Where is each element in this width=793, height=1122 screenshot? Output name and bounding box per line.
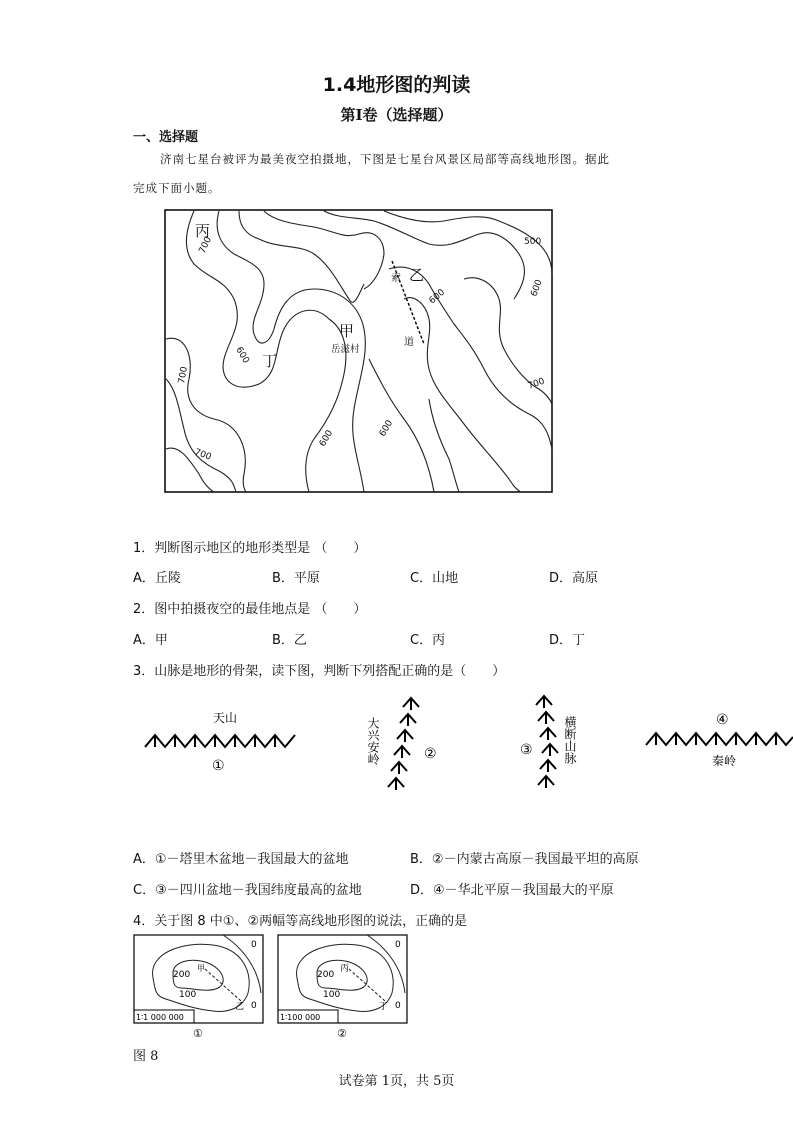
- q1-option-b[interactable]: B．平原: [272, 571, 320, 586]
- question-4-stem: 4．关于图 8 中①、②两幅等高线地形图的说法，正确的是: [133, 914, 468, 929]
- contour-label: 600: [233, 345, 251, 366]
- q1-option-d[interactable]: D．高原: [549, 571, 599, 586]
- page-title: 1.4地形图的判读: [322, 74, 471, 96]
- contour-label: 500: [524, 237, 542, 247]
- mountain-1-number: ①: [212, 758, 225, 774]
- fig8-2-point-bing: 丙: [340, 964, 350, 974]
- mountain-1-name: 天山: [213, 711, 238, 725]
- mountain-4-number: ④: [716, 712, 729, 728]
- q3-option-d[interactable]: D．④－华北平原－我国最大的平原: [410, 883, 614, 898]
- point-bing: 丙: [195, 222, 211, 240]
- figure-8-caption: 图 8: [133, 1049, 159, 1064]
- fig8-2-point-ding: 丁: [379, 1002, 389, 1012]
- contour-label: 700: [177, 365, 190, 385]
- q1-option-c[interactable]: C．山地: [410, 571, 459, 586]
- village-label: 岳滋村: [331, 344, 360, 355]
- mountain-figure: [140, 690, 793, 810]
- mountain-2-name: [366, 716, 380, 766]
- fig8-2-number: ②: [337, 1027, 347, 1040]
- fig8-1-contour-100: 100: [179, 990, 197, 1000]
- fig8-2-contour-100: 100: [323, 990, 341, 1000]
- mountain-qinling-symbol: [646, 733, 793, 745]
- contour-label: 700: [526, 376, 547, 392]
- mountain-daxinganling-symbol: [388, 698, 419, 790]
- point-jia: 甲: [339, 322, 355, 340]
- fig8-1-scale: 1∶1 000 000: [136, 1013, 184, 1022]
- q2-option-c[interactable]: C．丙: [410, 633, 446, 648]
- point-ding: 丁: [262, 352, 278, 370]
- contour-label: 600: [317, 428, 336, 449]
- contour-label: 700: [192, 447, 213, 463]
- q2-option-d[interactable]: D．丁: [549, 633, 586, 648]
- cableway-label-dao: 道: [404, 337, 414, 348]
- contour-label: 600: [529, 278, 545, 299]
- fig8-map-2: [278, 935, 407, 1023]
- page-subtitle: 第Ⅰ卷（选择题）: [340, 106, 453, 124]
- q2-option-a[interactable]: A．甲: [133, 633, 168, 648]
- mountain-hengduan-symbol: [536, 696, 558, 788]
- intro-text-line1: 济南七星台被评为最美夜空拍摄地，下图是七星台风景区局部等高线地形图。据此: [160, 152, 610, 166]
- point-yi: 乙: [409, 266, 425, 284]
- mountain-3-name: 横断山脉: [563, 716, 577, 764]
- fig8-2-contour-200: 200: [317, 970, 335, 980]
- cableway-label-suo: 索: [391, 273, 401, 284]
- contour-label: 600: [427, 287, 448, 307]
- q2-option-b[interactable]: B．乙: [272, 633, 307, 648]
- mountain-2-number: ②: [424, 746, 437, 762]
- q3-option-c[interactable]: C．③－四川盆地－我国纬度最高的盆地: [133, 883, 362, 898]
- q3-option-a[interactable]: A．①－塔里木盆地－我国最大的盆地: [133, 852, 349, 867]
- contour-map: [164, 209, 554, 494]
- figure-8: [133, 933, 413, 1043]
- fig8-1-contour-0a: 0: [251, 940, 257, 950]
- q1-option-a[interactable]: A．丘陵: [133, 571, 181, 586]
- fig8-map-1: [134, 935, 263, 1023]
- section-heading: 一、选择题: [133, 130, 199, 145]
- mountain-3-number: ③: [520, 742, 533, 758]
- mountain-tianshan-symbol: [145, 735, 295, 747]
- question-2-stem: 2．图中拍摄夜空的最佳地点是 （ ）: [133, 602, 367, 617]
- page-footer: 试卷第 1页，共 5页: [338, 1074, 455, 1089]
- contour-label: 700: [197, 235, 214, 256]
- question-1-stem: 1．判断图示地区的地形类型是 （ ）: [133, 541, 367, 556]
- question-3-stem: 3．山脉是地形的骨架，读下图，判断下列搭配正确的是（ ）: [133, 664, 506, 679]
- mountain-4-name: 秦岭: [712, 754, 737, 768]
- fig8-1-point-jia: 甲: [197, 964, 205, 973]
- mountain-2-name-text: 大兴安岭: [366, 717, 380, 765]
- q3-option-b[interactable]: B．②－内蒙古高原－我国最平坦的高原: [410, 852, 639, 867]
- intro-text-line2: 完成下面小题。: [133, 181, 221, 195]
- fig8-1-number: ①: [193, 1027, 203, 1040]
- fig8-1-point-yi: 乙: [235, 1002, 245, 1012]
- fig8-2-contour-0b: 0: [395, 1001, 401, 1011]
- fig8-1-contour-200: 200: [173, 970, 191, 980]
- fig8-2-scale: 1∶100 000: [280, 1013, 321, 1022]
- contour-label: 600: [377, 418, 396, 439]
- fig8-2-contour-0a: 0: [395, 940, 401, 950]
- fig8-1-contour-0b: 0: [251, 1001, 257, 1011]
